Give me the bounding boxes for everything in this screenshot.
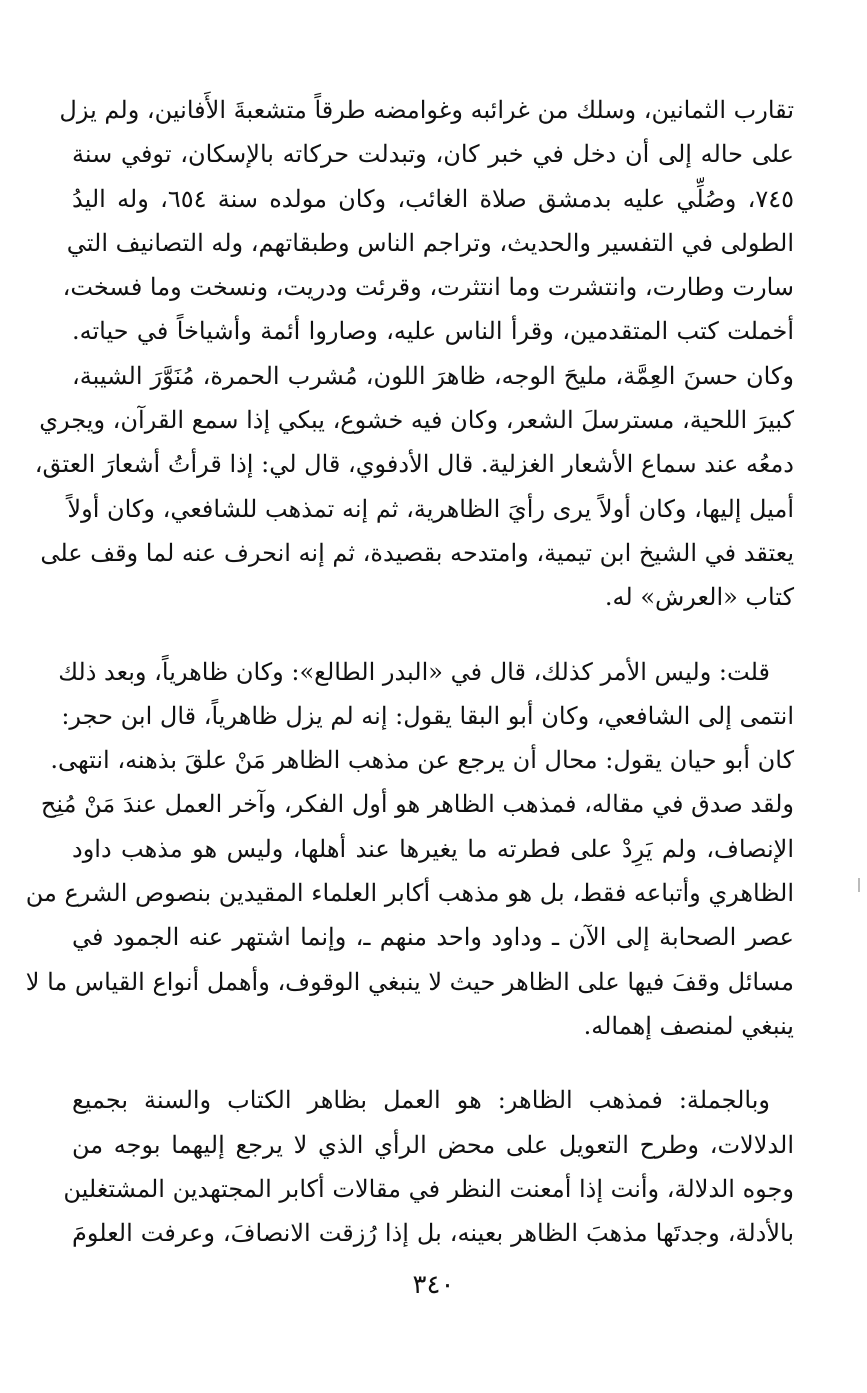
text-line: بالأدلة، وجدتَها مذهبَ الظاهر بعينه، بل إذا رُزقت الانصافَ، وعرفت العلومَ [72, 1219, 794, 1248]
text-line: على حاله إلى أن دخل في خبر كان، وتبدلت حركاته بالإسكان، توفي سنة [72, 140, 794, 169]
paragraph-3 [63, 1078, 794, 1255]
text-line: تقارب الثمانين، وسلك من غرائبه وغوامضه طرقاً متشعبةَ الأَفانين، ولم يزل [59, 96, 794, 124]
text-line: دمعُه عند سماع الأشعار الغزلية. قال الأدفوي، قال لي: إذا قرأتُ أشعارَ العتق، [34, 450, 794, 479]
text-line: ولقد صدق في مقاله، فمذهب الظاهر هو أول الفكر، وآخر العمل عندَ مَنْ مُنِح [40, 790, 794, 819]
text-line: وجوه الدلالة، وأنت إذا أمعنت النظر في مقالات أكابر المجتهدين المشتغلين [63, 1174, 794, 1203]
paragraph-1 [34, 88, 794, 620]
text-line: ٧٤٥، وصُلِّي عليه بدمشق صلاة الغائب، وكان مولده سنة ٦٥٤، وله اليدُ [72, 184, 794, 213]
text-line: أميل إليها، وكان أولاً يرى رأيَ الظاهرية، ثم إنه تمذهب للشافعي، وكان أولاً [67, 494, 794, 523]
text-line: مسائل وقفَ فيها على الظاهر حيث لا ينبغي الوقوف، وأهمل أنواع القياس ما لا [25, 967, 794, 996]
text-line: كتاب «العرش» له. [604, 583, 794, 612]
page-number: ٣٤٠ [412, 1270, 455, 1300]
text-line: الظاهري وأتباعه فقط، بل هو مذهب أكابر العلماء المقيدين بنصوص الشرع من [25, 879, 794, 908]
text-line: أخملت كتب المتقدمين، وقرأ الناس عليه، وصاروا أئمة وأشياخاً في حياته. [72, 317, 794, 346]
text-line: كبيرَ اللحية، مسترسلَ الشعر، وكان فيه خشوع، يبكي إذا سمع القرآن، ويجري [39, 406, 794, 435]
scan-mark [858, 878, 860, 892]
text-line: وكان حسنَ العِمَّة، مليحَ الوجه، ظاهرَ اللون، مُشرب الحمرة، مُنَوَّرَ الشيبة، [72, 361, 794, 390]
paragraph-2 [25, 650, 794, 1049]
text-line: الطولى في التفسير والحديث، وتراجم الناس وطبقاتهم، وله التصانيف التي [66, 228, 794, 257]
text-line: وبالجملة: فمذهب الظاهر: هو العمل بظاهر الكتاب والسنة بجميع [72, 1086, 770, 1115]
text-line: سارت وطارت، وانتشرت وما انتثرت، وقرئت ودريت، ونسخت وما فسخت، [62, 273, 794, 302]
page-body [25, 88, 794, 1255]
text-line: عصر الصحابة إلى الآن ـ وداود واحد منهم ـ، وإنما اشتهر عنه الجمود في [72, 923, 794, 952]
text-line: الدلالات، وطرح التعويل على محض الرأي الذي لا يرجع إليهما بوجه من [72, 1130, 794, 1159]
text-line: كان أبو حيان يقول: محال أن يرجع عن مذهب الظاهر مَنْ علقَ بذهنه، انتهى. [50, 746, 794, 775]
text-line: قلت: وليس الأمر كذلك، قال في «البدر الطالع»: وكان ظاهرياً، وبعد ذلك [58, 657, 770, 686]
text-line: ينبغي لمنصف إهماله. [583, 1011, 794, 1040]
text-line: انتمى إلى الشافعي، وكان أبو البقا يقول: إنه لم يزل ظاهرياً، قال ابن حجر: [61, 701, 794, 730]
text-line: يعتقد في الشيخ ابن تيمية، وامتدحه بقصيدة، ثم إنه انحرف عنه لما وقف على [40, 538, 794, 567]
text-line: الإنصاف، ولم يَرِدْ على فطرته ما يغيرها عند أهلها، وليس هو مذهب داود [72, 834, 794, 863]
